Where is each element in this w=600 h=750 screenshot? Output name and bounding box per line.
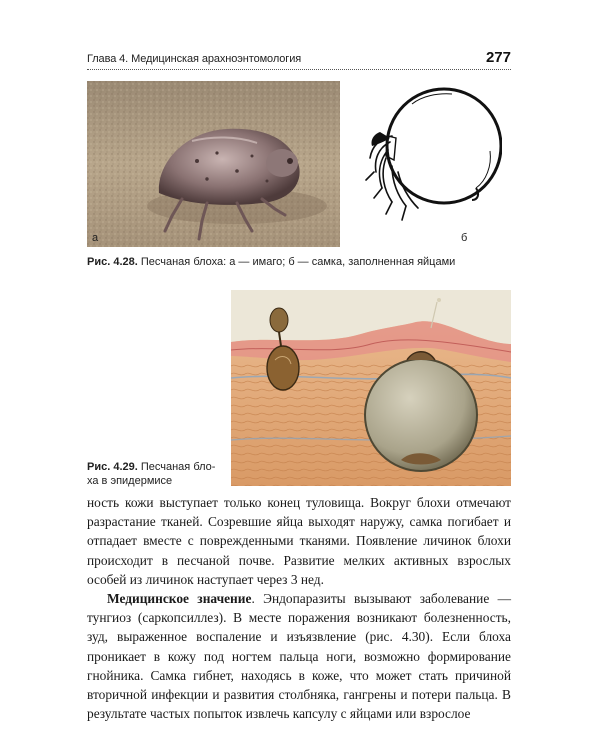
figure-4-28-text: Песчаная блоха: а — имаго; б — самка, заполненная яйцами bbox=[140, 256, 456, 268]
paragraph-2-rest: . Эндопаразиты вызывают заболевание — тунгиоз (саркопсиллез). В месте поражения возникают болезненность, зуд, выраженное воспаление и изъязвление (рис. 4.30). Если блоха проникает в кожу под ногтем пальца ноги, возможно формирование гнойника. Самка гибнет, находясь в коже, что может стать причиной вторичной инфекции и развития столбняка, гангрены и потери пальца. В результате частых попыток извлечь капсулу с яйцами или взрослое bbox=[87, 591, 511, 722]
body-text bbox=[87, 493, 511, 723]
epidermis-illustration bbox=[231, 290, 511, 486]
figure-label-a: а bbox=[92, 232, 99, 244]
figure-4-28-number: Рис. 4.28. bbox=[87, 256, 138, 268]
figure-4-29-number: Рис. 4.29. bbox=[87, 461, 138, 473]
sand-flea-photo bbox=[87, 81, 340, 247]
page-number: 277 bbox=[485, 49, 511, 66]
figure-label-b: б bbox=[461, 232, 468, 244]
paragraph-2-lead: Медицинское значение bbox=[107, 591, 252, 607]
chapter-title: Глава 4. Медицинская арахноэнтомология bbox=[87, 53, 302, 65]
figure-4-29-caption bbox=[87, 460, 227, 488]
paragraph-1: ность кожи выступает только конец туловища. Вокруг блохи отмечают разрастание тканей. Созревшие яйца выходят наружу, самка погибает и отпадает вместе с поврежденными тканями. Появление личинок блохи происходит в песчаной почве. Развитие мелких активных взрослых особей из личинок наступает через 3 нед. bbox=[87, 495, 511, 587]
figure-4-29-text: Песчаная бло- ха в эпидермисе bbox=[87, 461, 216, 487]
paragraph-2 bbox=[87, 589, 511, 723]
figure-4-28-caption bbox=[87, 255, 507, 269]
female-flea-drawing bbox=[352, 76, 502, 246]
header-divider bbox=[87, 69, 511, 70]
running-head bbox=[87, 49, 511, 69]
